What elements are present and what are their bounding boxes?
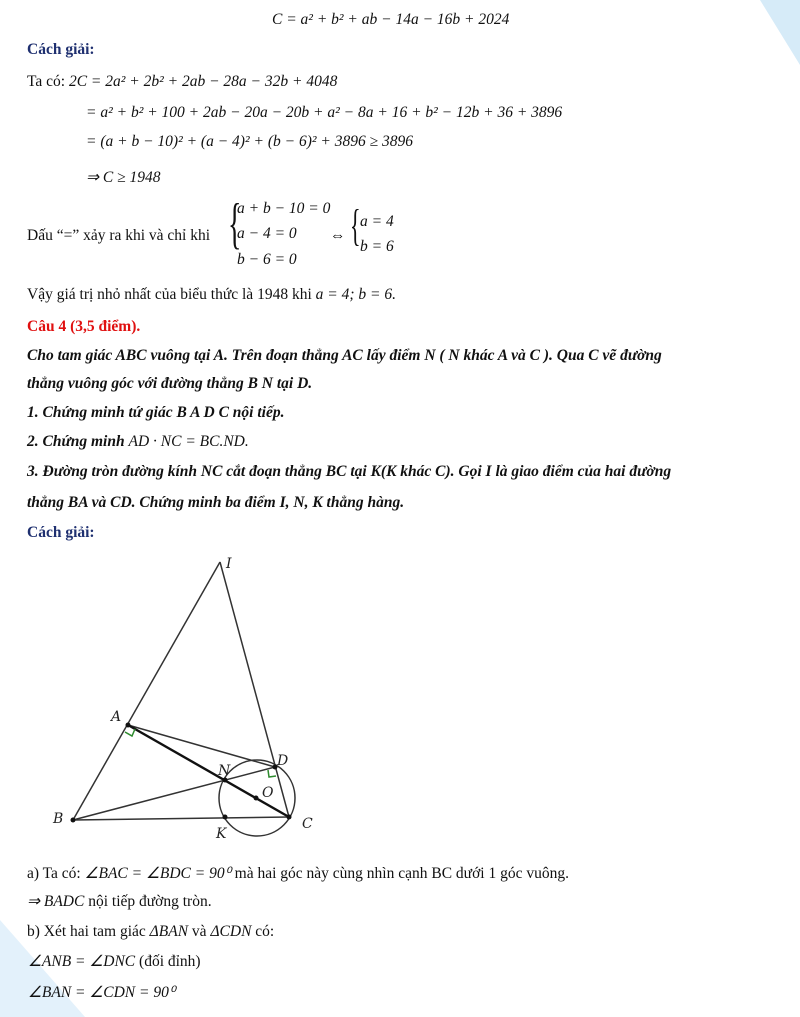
part-2-label: 2. Chứng minh — [27, 433, 125, 450]
part-a-label: a) Ta có: — [27, 865, 81, 882]
segment-BD — [73, 767, 275, 820]
text: (đối đỉnh) — [139, 953, 201, 970]
segment-AC — [128, 725, 289, 817]
label-B: B — [53, 811, 64, 827]
part-b-line-2 — [28, 952, 201, 972]
equality-condition: Dấu “=” xảy ra khi và chỉ khi — [27, 227, 211, 244]
conclusion — [27, 285, 396, 305]
label-D: D — [277, 753, 289, 769]
part-b-line-3: ∠BAN = ∠CDN = 90⁰ — [28, 984, 176, 1001]
expression: C = a² + b² + ab − 14a − 16b + 2024 — [272, 11, 510, 28]
question-part-2 — [27, 432, 249, 452]
math: 2C = 2a² + 2b² + 2ab − 28a − 32b + 4048 — [68, 73, 338, 90]
label-K: K — [216, 826, 227, 842]
text: và — [191, 923, 207, 940]
label-C: C — [302, 816, 313, 832]
system-eq-2: a − 4 = 0 — [237, 225, 297, 242]
label-N: N — [218, 763, 231, 779]
math: ∠ANB = ∠DNC — [28, 953, 136, 970]
math: ⇒ BADC — [27, 893, 85, 910]
part-b-label: b) Xét hai tam giác — [27, 923, 146, 940]
segment-BC — [73, 817, 289, 820]
question-part-3a: 3. Đường tròn đường kính NC cắt đoạn thẳng BC tại K(K khác C). Gọi I là giao điểm của hai đường — [27, 463, 672, 480]
part-a-line-2 — [27, 892, 212, 912]
label-O: O — [262, 785, 274, 801]
math: ΔBAN — [149, 923, 189, 940]
segment-BI — [73, 562, 220, 820]
question-text-1: Cho tam giác ABC vuông tại A. Trên đoạn thẳng AC lấy điểm N ( N khác A và C ). Qua C vẽ đường — [27, 347, 662, 364]
question-part-1: 1. Chứng minh tứ giác B A D C nội tiếp. — [27, 404, 285, 421]
part-2-math: AD · NC = BC.ND. — [128, 433, 249, 450]
result-brace: { — [350, 201, 361, 250]
conclusion-text: Vậy giá trị nhỏ nhất của biểu thức là 1948 khi — [27, 286, 312, 303]
text: nội tiếp đường tròn. — [88, 893, 212, 910]
right-angle-A — [125, 729, 135, 736]
solution-line-1 — [27, 72, 337, 92]
system-brace: { — [228, 193, 242, 255]
math: ΔCDN — [210, 923, 252, 940]
text: mà hai góc này cùng nhìn cạnh BC dưới 1 góc vuông. — [234, 865, 569, 882]
solution-line-2: = a² + b² + 100 + 2ab − 20a − 20b + a² − 8a + 16 + b² − 12b + 36 + 3896 — [86, 104, 563, 121]
label-A: A — [111, 709, 122, 725]
corner-decoration-top-right — [720, 0, 800, 70]
result-b: b = 6 — [360, 238, 394, 255]
label-I: I — [226, 556, 232, 572]
part-b-line-1 — [27, 922, 274, 942]
right-angle-D — [268, 770, 276, 777]
question-title: Câu 4 (3,5 điểm). — [27, 318, 141, 335]
question-part-3b: thẳng BA và CD. Chứng minh ba điểm I, N, K thẳng hàng. — [27, 494, 405, 511]
system-eq-3: b − 6 = 0 — [237, 251, 297, 268]
text: có: — [255, 923, 275, 940]
part-a-line-1 — [27, 864, 569, 884]
conclusion-math: a = 4; b = 6. — [315, 286, 396, 303]
solution-heading: Cách giải: — [27, 41, 95, 58]
solution-heading-2: Cách giải: — [27, 524, 95, 541]
solution-line-4: ⇒ C ≥ 1948 — [86, 169, 161, 186]
solution-line-3: = (a + b − 10)² + (a − 4)² + (b − 6)² + 3896 ≥ 3896 — [86, 133, 413, 150]
ta-co-label: Ta có: — [27, 73, 66, 90]
geometry-diagram — [0, 550, 400, 850]
math: ∠BAC = ∠BDC = 90⁰ — [84, 865, 231, 882]
question-text-2: thẳng vuông góc với đường thẳng B N tại D. — [27, 375, 313, 392]
equivalence-symbol: ⇔ — [330, 227, 346, 244]
result-a: a = 4 — [360, 213, 394, 230]
system-eq-1: a + b − 10 = 0 — [237, 200, 331, 217]
